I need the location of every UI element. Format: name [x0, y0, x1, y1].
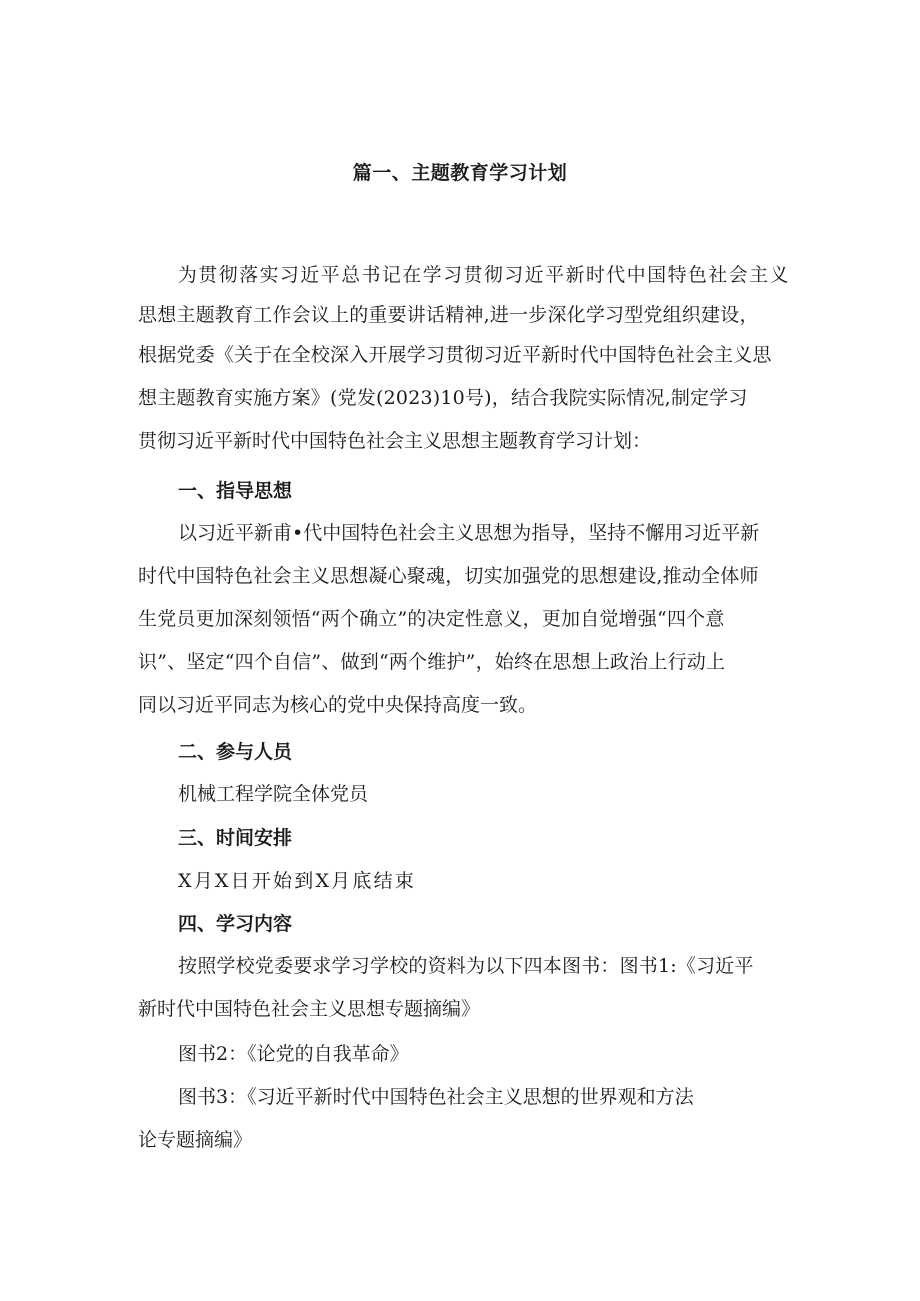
section1-line-3: 生党员更加深刻领悟“两个确立”的决定性意义，更加自觉增强“四个意 — [138, 608, 725, 630]
section4-line-1: 按照学校党委要求学习学校的资料为以下四本图书：图书1:《习近平 — [178, 955, 754, 977]
section1-line-5: 同以习近平同志为核心的党中央保持高度一致。 — [138, 694, 538, 716]
section1-line-2: 时代中国特色社会主义思想凝心聚魂，切实加强党的思想建设,推动全体师 — [138, 565, 759, 587]
section2-text: 机械工程学院全体党员 — [178, 783, 369, 805]
section4-line-2: 新时代中国特色社会主义思想专题摘编》 — [138, 998, 481, 1020]
book2-line: 图书2：《论党的自我革命》 — [178, 1043, 409, 1065]
section-heading-schedule: 三、时间安排 — [178, 827, 293, 849]
document-title: 篇一、主题教育学习计划 — [352, 162, 568, 184]
section-heading-participants: 二、参与人员 — [178, 741, 293, 763]
intro-line-4: 想主题教育实施方案》(党发(2023)10号)，结合我院实际情况,制定学习 — [138, 387, 748, 409]
book3-line-2: 论专题摘编》 — [138, 1129, 253, 1151]
intro-line-3: 根据党委《关于在全校深入开展学习贯彻习近平新时代中国特色社会主义思 — [138, 344, 772, 366]
section-heading-guiding-thought: 一、指导思想 — [178, 480, 293, 502]
section-heading-study-content: 四、学习内容 — [178, 913, 293, 935]
book3-line-1: 图书3：《习近平新时代中国特色社会主义思想的世界观和方法 — [178, 1086, 694, 1108]
section3-text: X月X日开始到X月底结束 — [178, 870, 416, 892]
intro-line-2: 思想主题教育工作会议上的重要讲话精神,进一步深化学习型党组织建设， — [138, 304, 759, 326]
section1-line-4: 识”、坚定“四个自信”、做到“两个维护”，始终在思想上政治上行动上 — [138, 651, 726, 673]
section1-line-1: 以习近平新甫•代中国特色社会主义思想为指导，坚持不懈用习近平新 — [178, 522, 760, 544]
intro-line-1: 为贯彻落实习近平总书记在学习贯彻习近平新时代中国特色社会主义 — [178, 264, 791, 286]
intro-line-5: 贯彻习近平新时代中国特色社会主义思想主题教育学习计划： — [138, 430, 652, 452]
